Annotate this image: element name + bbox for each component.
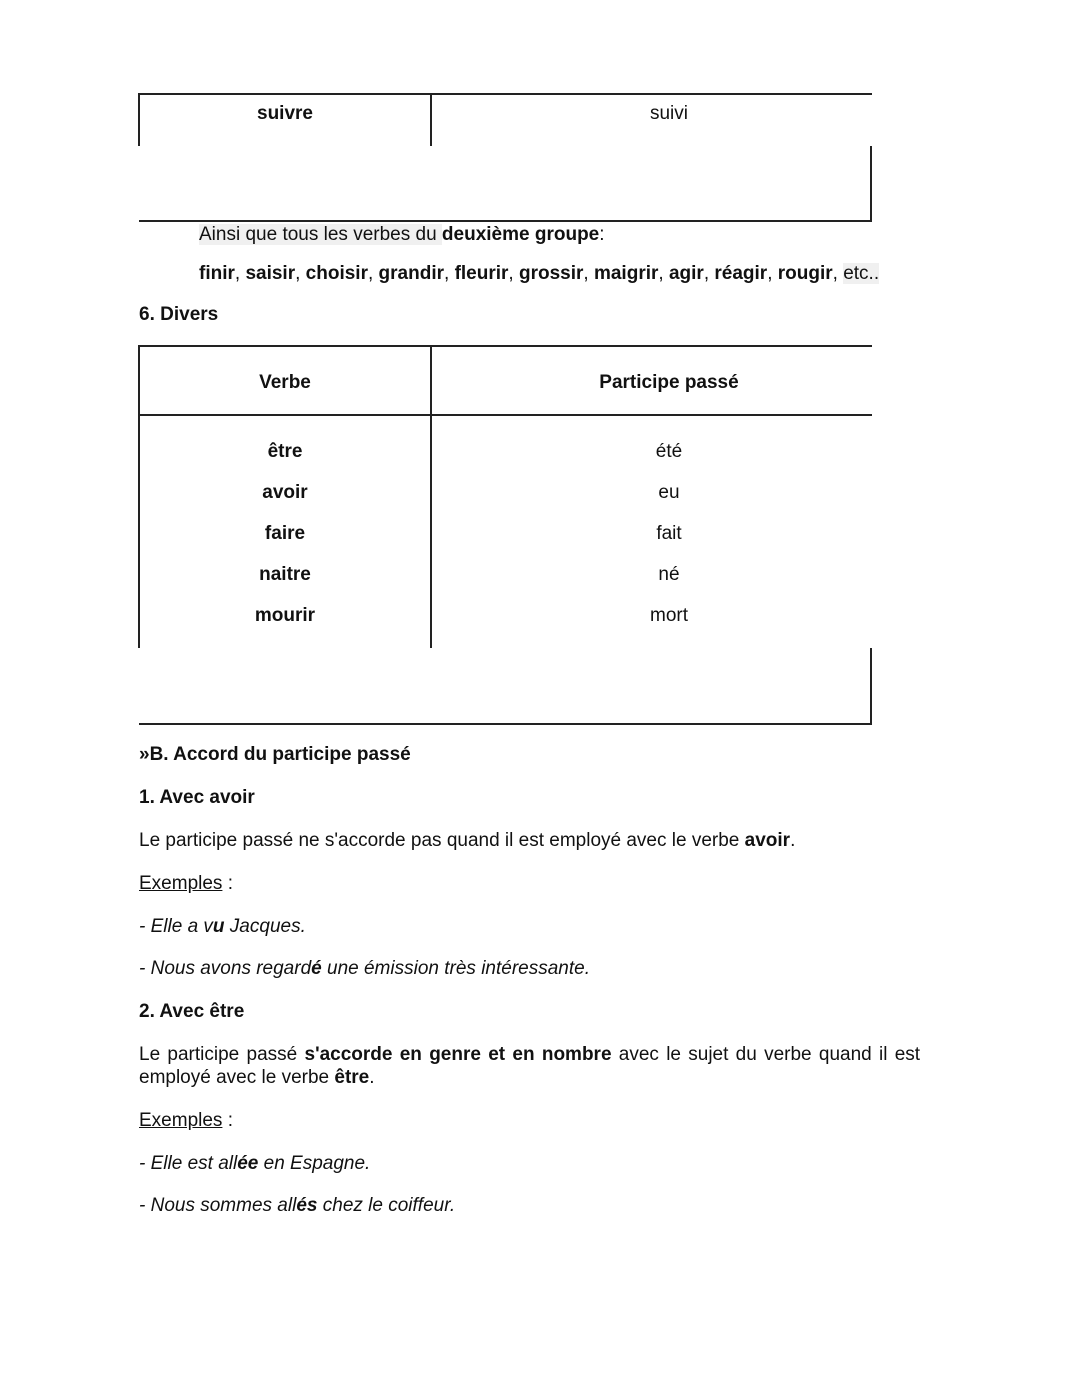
verb-cell: suivre: [257, 103, 313, 124]
verb-cell: faire: [264, 523, 306, 544]
header-participe: Participe passé: [599, 372, 739, 393]
participle-cell: né: [658, 564, 680, 585]
sub1-example-2: - Nous avons regardé une émission très intéressante.: [139, 958, 590, 979]
participle-cell: été: [655, 441, 683, 462]
sub2-example-2: - Nous sommes allés chez le coiffeur.: [139, 1195, 456, 1216]
sub2-example-1: - Elle est allée en Espagne.: [139, 1153, 371, 1174]
sub1-rule: Le participe passé ne s'accorde pas quand il est employé avec le verbe avoir.: [139, 830, 796, 851]
verb-cell: être: [267, 441, 303, 462]
section-b-heading: »B. Accord du participe passé: [139, 744, 411, 765]
sub2-rule-line2: employé avec le verbe être.: [139, 1067, 375, 1088]
verb-cell: mourir: [254, 605, 316, 626]
sub1-examples-label: Exemples :: [139, 873, 233, 894]
verb-cell: naitre: [259, 564, 311, 585]
second-group-intro: Ainsi que tous les verbes du deuxième groupe:: [199, 224, 605, 245]
participle-cell: eu: [658, 482, 680, 503]
second-group-verbs: finir, saisir, choisir, grandir, fleurir, grossir, maigrir, agir, réagir, rougir, etc..: [199, 263, 880, 284]
sub2-examples-label: Exemples :: [139, 1110, 233, 1131]
sub1-heading: 1. Avec avoir: [139, 787, 255, 808]
sub2-rule-line1: Le participe passé s'accorde en genre et en nombre avec le sujet du verbe quand il est: [139, 1044, 921, 1065]
participle-cell: suivi: [649, 103, 688, 124]
verb-cell: avoir: [262, 482, 308, 503]
sub1-example-1: - Elle a vu Jacques.: [139, 916, 306, 937]
participle-cell: fait: [656, 523, 682, 544]
sub2-heading: 2. Avec être: [139, 1001, 245, 1022]
participle-cell: mort: [650, 605, 688, 626]
section-6-heading: 6. Divers: [139, 304, 219, 325]
header-verbe: Verbe: [259, 372, 311, 393]
